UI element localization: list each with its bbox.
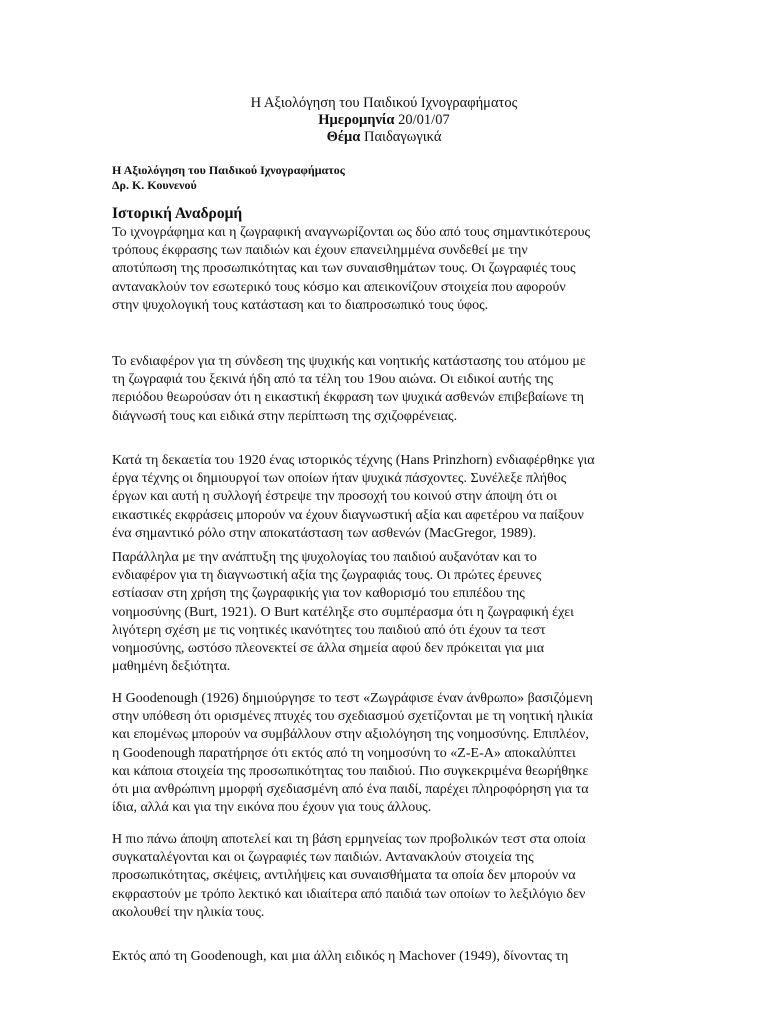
text-line: αποτύπωση της προσωπικότητας και των συναισθημάτων τους. Οι ζωγραφιές τους [112,261,576,277]
text-line: τρόπους έκφρασης των παιδιών και έχουν επανειλημμένα συνδεθεί με την [112,243,528,259]
paragraph-4 [112,549,657,676]
text-line: εστίασαν στη χρήση της ζωγραφικής για τον καθορισμό του επιπέδου της [112,586,525,602]
subject-line [0,129,768,146]
text-line: έργων και αυτή η συλλογή έστρεψε την προσοχή του κοινού στην άποψη ότι οι [112,489,558,505]
text-line: Το ιχνογράφημα και η ζωγραφική αναγνωρίζονται ως δύο από τους σημαντικότερους [112,225,590,240]
text-line: ότι μια ανθρώπινη μμορφή σχεδιασμένη από ένα παιδί, παρέχει πληροφόρηση για τα [112,782,589,798]
text-line: ενδιαφέρον για τη διαγνωστική αξία της ζωγραφιάς τους. Οι πρώτες έρευνες [112,568,542,584]
text-line: διάγνωσή τους και ειδικά στην περίπτωση της σχιζοφρένειας. [112,408,458,424]
text-line: ίδια, αλλά και για την εικόνα που έχουν για τους άλλους. [112,800,432,816]
text-line: Η Goodenough (1926) δημιούργησε το τεστ «Ζωγράφισε έναν άνθρωπο» βασιζόμενη [112,691,593,706]
text-line: αντανακλούν τον εσωτερικό τους κόσμο και απεικονίζουν στοιχεία που αφορούν [112,279,566,295]
paragraph-1 [112,224,657,315]
text-line: και κάποια στοιχεία της προσωπικότητας του παιδιού. Πιο συγκεκριμένα θεωρήθηκε [112,763,589,779]
text-line: νοημοσύνης, ωστόσο πλεονεκτεί σε άλλα σημεία αφού δεν πρόκειται για μια [112,641,545,657]
subject-label: Θέμα [326,129,361,145]
text-line: συγκαταλέγονται και οι ζωγραφιές των παιδιών. Αντανακλούν στοιχεία της [112,850,534,866]
text-line: λιγότερη σχέση με τις νοητικές ικανότητες του παιδιού από ότι έχουν τα τεστ [112,622,546,638]
paragraph-6 [112,831,657,922]
date-label: Ημερομηνία [318,112,395,128]
date-line [0,112,768,129]
text-line: εικαστικές εκφράσεις μπορούν να έχουν διαγνωστική αξία και αφετέρου να παίξουν [112,507,584,523]
paragraph-5 [112,690,657,817]
text-line: στην υπόθεση ότι ορισμένες πτυχές του σχεδιασμού σχετίζονται με τη νοητική ηλικία [112,709,593,725]
document-subtitle: Η Αξιολόγηση του Παιδικού Ιχνογραφήματος [112,163,345,177]
text-line: Το ενδιαφέρον για τη σύνδεση της ψυχικής και νοητικής κατάστασης του ατόμου με [112,354,586,369]
text-line: νοημοσύνης (Burt, 1921). O Burt κατέληξε στο συμπέρασμα ότι η ζωγραφική έχει [112,604,574,620]
text-line: Κατά τη δεκαετία του 1920 ένας ιστορικός τέχνης (Hans Prinzhorn) ενδιαφέρθηκε για [112,453,595,468]
date-value: 20/01/07 [398,112,450,128]
text-line: ένα σημαντικό ρόλο στην αποκατάσταση των ασθενών (MacGregor, 1989). [112,525,537,541]
paragraph-2 [112,353,657,426]
text-line: Παράλληλα με την ανάπτυξη της ψυχολογίας του παιδιού αυξανόταν και το [112,550,537,565]
text-line: μαθημένη δεξιότητα. [112,659,231,675]
text-line: η Goodenough παρατήρησε ότι εκτός από τη νοημοσύνη το «Ζ-Ε-Α» αποκαλύπτει [112,745,576,761]
text-line: Η πιο πάνω άποψη αποτελεί και τη βάση ερμηνείας των προβολικών τεστ στα οποία [112,832,586,847]
section-heading: Ιστορική Αναδρομή [112,205,243,222]
text-line: τη ζωγραφιά του ξεκινά ήδη από τα τέλη του 19ου αιώνα. Οι ειδικοί αυτής της [112,372,554,388]
text-line: στην ψυχολογική τους κατάσταση και το διαπροσωπικό τους ύφος. [112,297,489,313]
paragraph-3 [112,452,657,543]
text-line: έργα τέχνης οι δημιουργοί των οποίων ήταν ψυχικά πάσχοντες. Συνέλεξε πλήθος [112,471,567,487]
text-line: περιόδου θεωρούσαν ότι η εικαστική έκφραση των ψυχικά ασθενών επιβεβαίωνε τη [112,390,584,406]
text-line: προσωπικότητας, σκέψεις, αντιλήψεις και συναισθήματα τα οποία δεν μπορούν να [112,868,576,884]
text-line: Εκτός από τη Goodenough, και μια άλλη ειδικός η Machover (1949), δίνοντας τη [112,949,569,964]
text-line: ακολουθεί την ηλικία τους. [112,904,265,920]
text-line: εκφραστούν με τρόπο λεκτικό και ιδιαίτερα από παιδιά των οποίων το λεξιλόγιο δεν [112,886,586,902]
document-title: Η Αξιολόγηση του Παιδικού Ιχνογραφήματος [250,95,518,111]
paragraph-7 [112,948,657,966]
text-line: και επομένως μπορούν να συμβάλλουν στην αξιολόγηση της νοημοσύνης. Επιπλέον, [112,727,589,743]
author-line: Δρ. Κ. Κουνενού [112,178,197,192]
subject-value: Παιδαγωγικά [363,129,442,145]
